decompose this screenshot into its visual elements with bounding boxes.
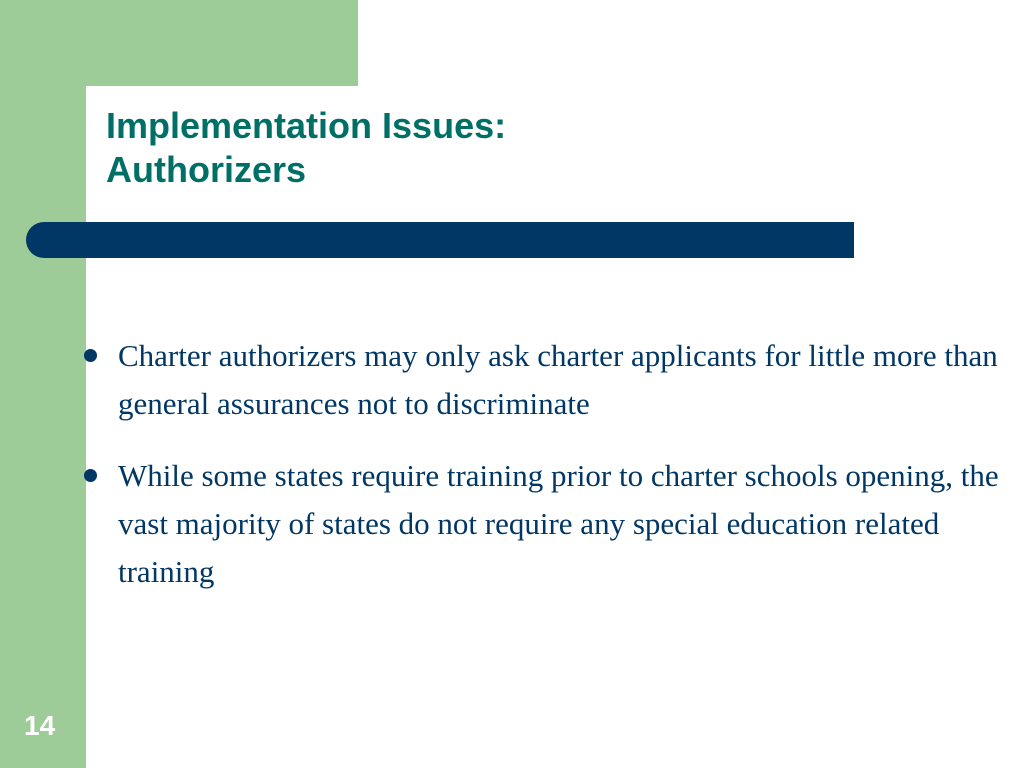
slide-title xyxy=(106,104,506,192)
title-underline-bar xyxy=(26,222,854,258)
left-green-band xyxy=(0,0,86,768)
bullet-dot-icon xyxy=(84,349,97,362)
bullet-list xyxy=(84,332,1004,620)
slide-page-number: 14 xyxy=(24,710,56,741)
slide-title-line-1: Implementation Issues: xyxy=(106,105,507,146)
bullet-item xyxy=(84,332,1004,428)
bullet-dot-icon xyxy=(84,469,97,482)
bullet-text: Charter authorizers may only ask charter applicants for little more than general assurances not to discriminate xyxy=(118,338,998,421)
bullet-item xyxy=(84,452,1004,596)
slide-title-line-2: Authorizers xyxy=(106,149,307,190)
top-green-block xyxy=(0,0,358,86)
bullet-text: While some states require training prior to charter schools opening, the vast majority of states do not require any special education related training xyxy=(118,458,999,589)
